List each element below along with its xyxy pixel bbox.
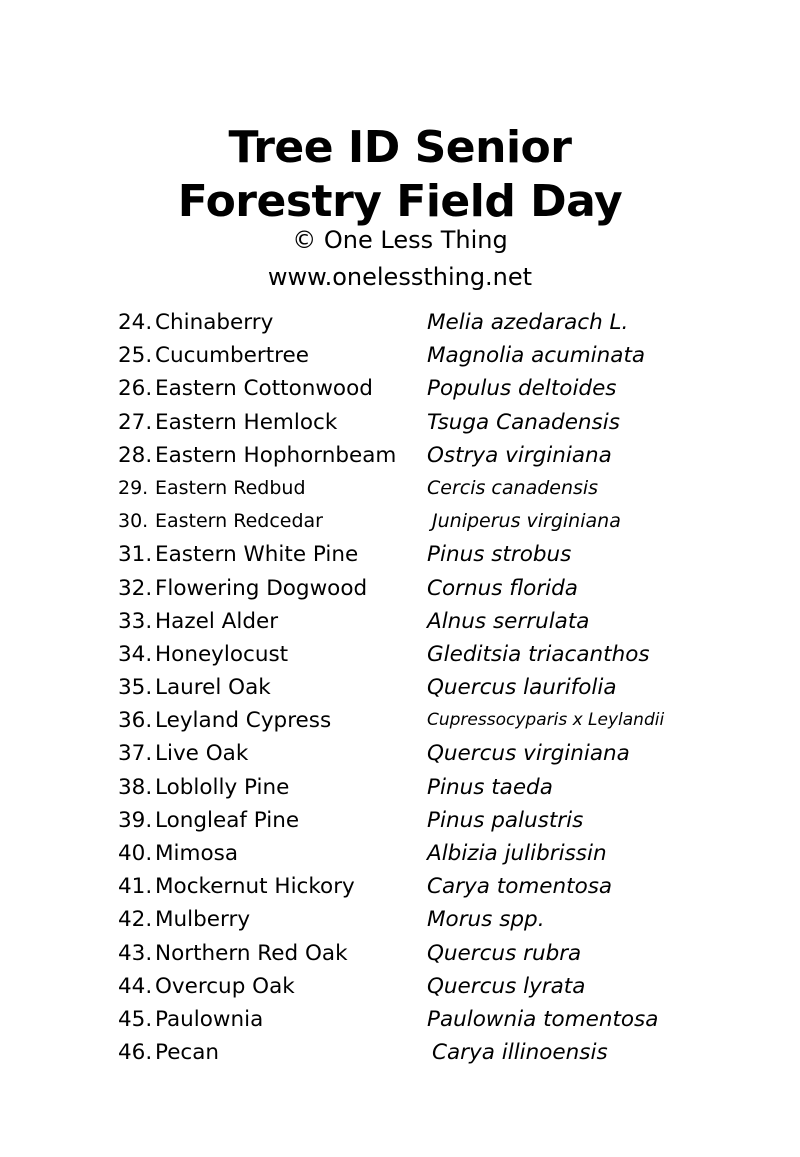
item-number: 42. xyxy=(118,907,153,933)
website-text: www.onelessthing.net xyxy=(267,263,533,291)
scientific-name: Quercus lyrata xyxy=(427,973,586,999)
item-number: 45. xyxy=(118,1006,153,1032)
list-item xyxy=(0,737,800,770)
list-item xyxy=(0,970,800,1003)
item-number: 44. xyxy=(118,973,153,999)
scientific-name: Juniperus virginiana xyxy=(432,510,621,533)
page-title-line-2: Forestry Field Day xyxy=(177,176,623,227)
item-number: 28. xyxy=(118,442,153,468)
common-name: Eastern Redcedar xyxy=(155,510,323,533)
common-name: Eastern Cottonwood xyxy=(155,376,373,402)
common-name: Pecan xyxy=(155,1040,220,1066)
item-number: 27. xyxy=(118,409,153,435)
copyright-notice: © One Less Thing xyxy=(292,226,508,254)
scientific-name: Pinus strobus xyxy=(427,542,572,568)
list-item xyxy=(0,771,800,804)
list-item xyxy=(0,638,800,671)
scientific-name: Carya tomentosa xyxy=(427,874,613,900)
scientific-name: Paulownia tomentosa xyxy=(427,1006,659,1032)
common-name: Chinaberry xyxy=(155,310,274,335)
scientific-name: Cupressocyparis x Leylandii xyxy=(427,710,665,731)
common-name: Eastern Hophornbeam xyxy=(155,442,397,468)
item-number: 39. xyxy=(118,807,153,833)
scientific-name: Tsuga Canadensis xyxy=(427,409,620,435)
item-number: 34. xyxy=(118,641,153,667)
common-name: Eastern Redbud xyxy=(155,476,306,499)
list-item xyxy=(0,937,800,970)
common-name: Longleaf Pine xyxy=(155,807,300,833)
scientific-name: Alnus serrulata xyxy=(427,608,590,634)
list-item xyxy=(0,406,800,439)
common-name: Overcup Oak xyxy=(155,973,295,999)
item-number: 29. xyxy=(118,476,149,499)
common-name: Live Oak xyxy=(155,741,249,767)
item-number: 35. xyxy=(118,675,153,701)
item-number: 33. xyxy=(118,608,153,634)
list-item xyxy=(0,837,800,870)
list-item xyxy=(0,439,800,472)
list-item xyxy=(0,472,800,505)
common-name: Mockernut Hickory xyxy=(155,874,355,900)
common-name: Loblolly Pine xyxy=(155,774,290,800)
common-name: Northern Red Oak xyxy=(155,940,348,966)
list-item xyxy=(0,671,800,704)
scientific-name: Pinus palustris xyxy=(427,807,584,833)
item-number: 25. xyxy=(118,343,153,369)
scientific-name: Melia azedarach L. xyxy=(427,310,629,335)
common-name: Mimosa xyxy=(155,841,238,866)
scientific-name: Morus spp. xyxy=(427,907,545,933)
common-name: Laurel Oak xyxy=(155,675,271,701)
list-item xyxy=(0,1003,800,1036)
scientific-name: Gleditsia triacanthos xyxy=(427,641,650,667)
item-number: 40. xyxy=(118,841,153,866)
item-number: 38. xyxy=(118,774,153,800)
common-name: Honeylocust xyxy=(155,641,289,667)
page-title-line-1: Tree ID Senior xyxy=(228,122,572,173)
scientific-name: Pinus taeda xyxy=(427,774,553,800)
common-name: Mulberry xyxy=(155,907,251,933)
list-item xyxy=(0,538,800,571)
item-number: 41. xyxy=(118,874,153,900)
list-item xyxy=(0,372,800,405)
item-number: 26. xyxy=(118,376,153,402)
list-item xyxy=(0,605,800,638)
scientific-name: Cercis canadensis xyxy=(427,476,599,499)
list-item xyxy=(0,339,800,372)
item-number: 43. xyxy=(118,940,153,966)
item-number: 37. xyxy=(118,741,153,767)
scientific-name: Quercus virginiana xyxy=(427,741,630,767)
item-number: 32. xyxy=(118,575,153,601)
item-number: 30. xyxy=(118,510,149,533)
item-number: 36. xyxy=(118,708,153,734)
scientific-name: Quercus laurifolia xyxy=(427,675,617,701)
common-name: Hazel Alder xyxy=(155,608,279,634)
scientific-name: Albizia julibrissin xyxy=(427,841,607,866)
list-item xyxy=(0,572,800,605)
scientific-name: Populus deltoides xyxy=(427,376,617,402)
list-item xyxy=(0,704,800,737)
scientific-name: Ostrya virginiana xyxy=(427,442,612,468)
common-name: Paulownia xyxy=(155,1006,264,1032)
scientific-name: Cornus florida xyxy=(427,575,578,601)
list-item xyxy=(0,306,800,339)
list-item xyxy=(0,1036,800,1069)
scientific-name: Magnolia acuminata xyxy=(427,343,646,369)
item-number: 24. xyxy=(118,310,153,335)
common-name: Flowering Dogwood xyxy=(155,575,368,601)
tree-list xyxy=(0,306,800,1069)
list-item xyxy=(0,870,800,903)
list-item xyxy=(0,505,800,538)
list-item xyxy=(0,903,800,936)
common-name: Eastern White Pine xyxy=(155,542,359,568)
list-item xyxy=(0,804,800,837)
item-number: 31. xyxy=(118,542,153,568)
common-name: Leyland Cypress xyxy=(155,708,332,734)
common-name: Cucumbertree xyxy=(155,343,309,369)
common-name: Eastern Hemlock xyxy=(155,409,338,435)
scientific-name: Carya illinoensis xyxy=(432,1040,608,1066)
scientific-name: Quercus rubra xyxy=(427,940,582,966)
item-number: 46. xyxy=(118,1040,153,1066)
